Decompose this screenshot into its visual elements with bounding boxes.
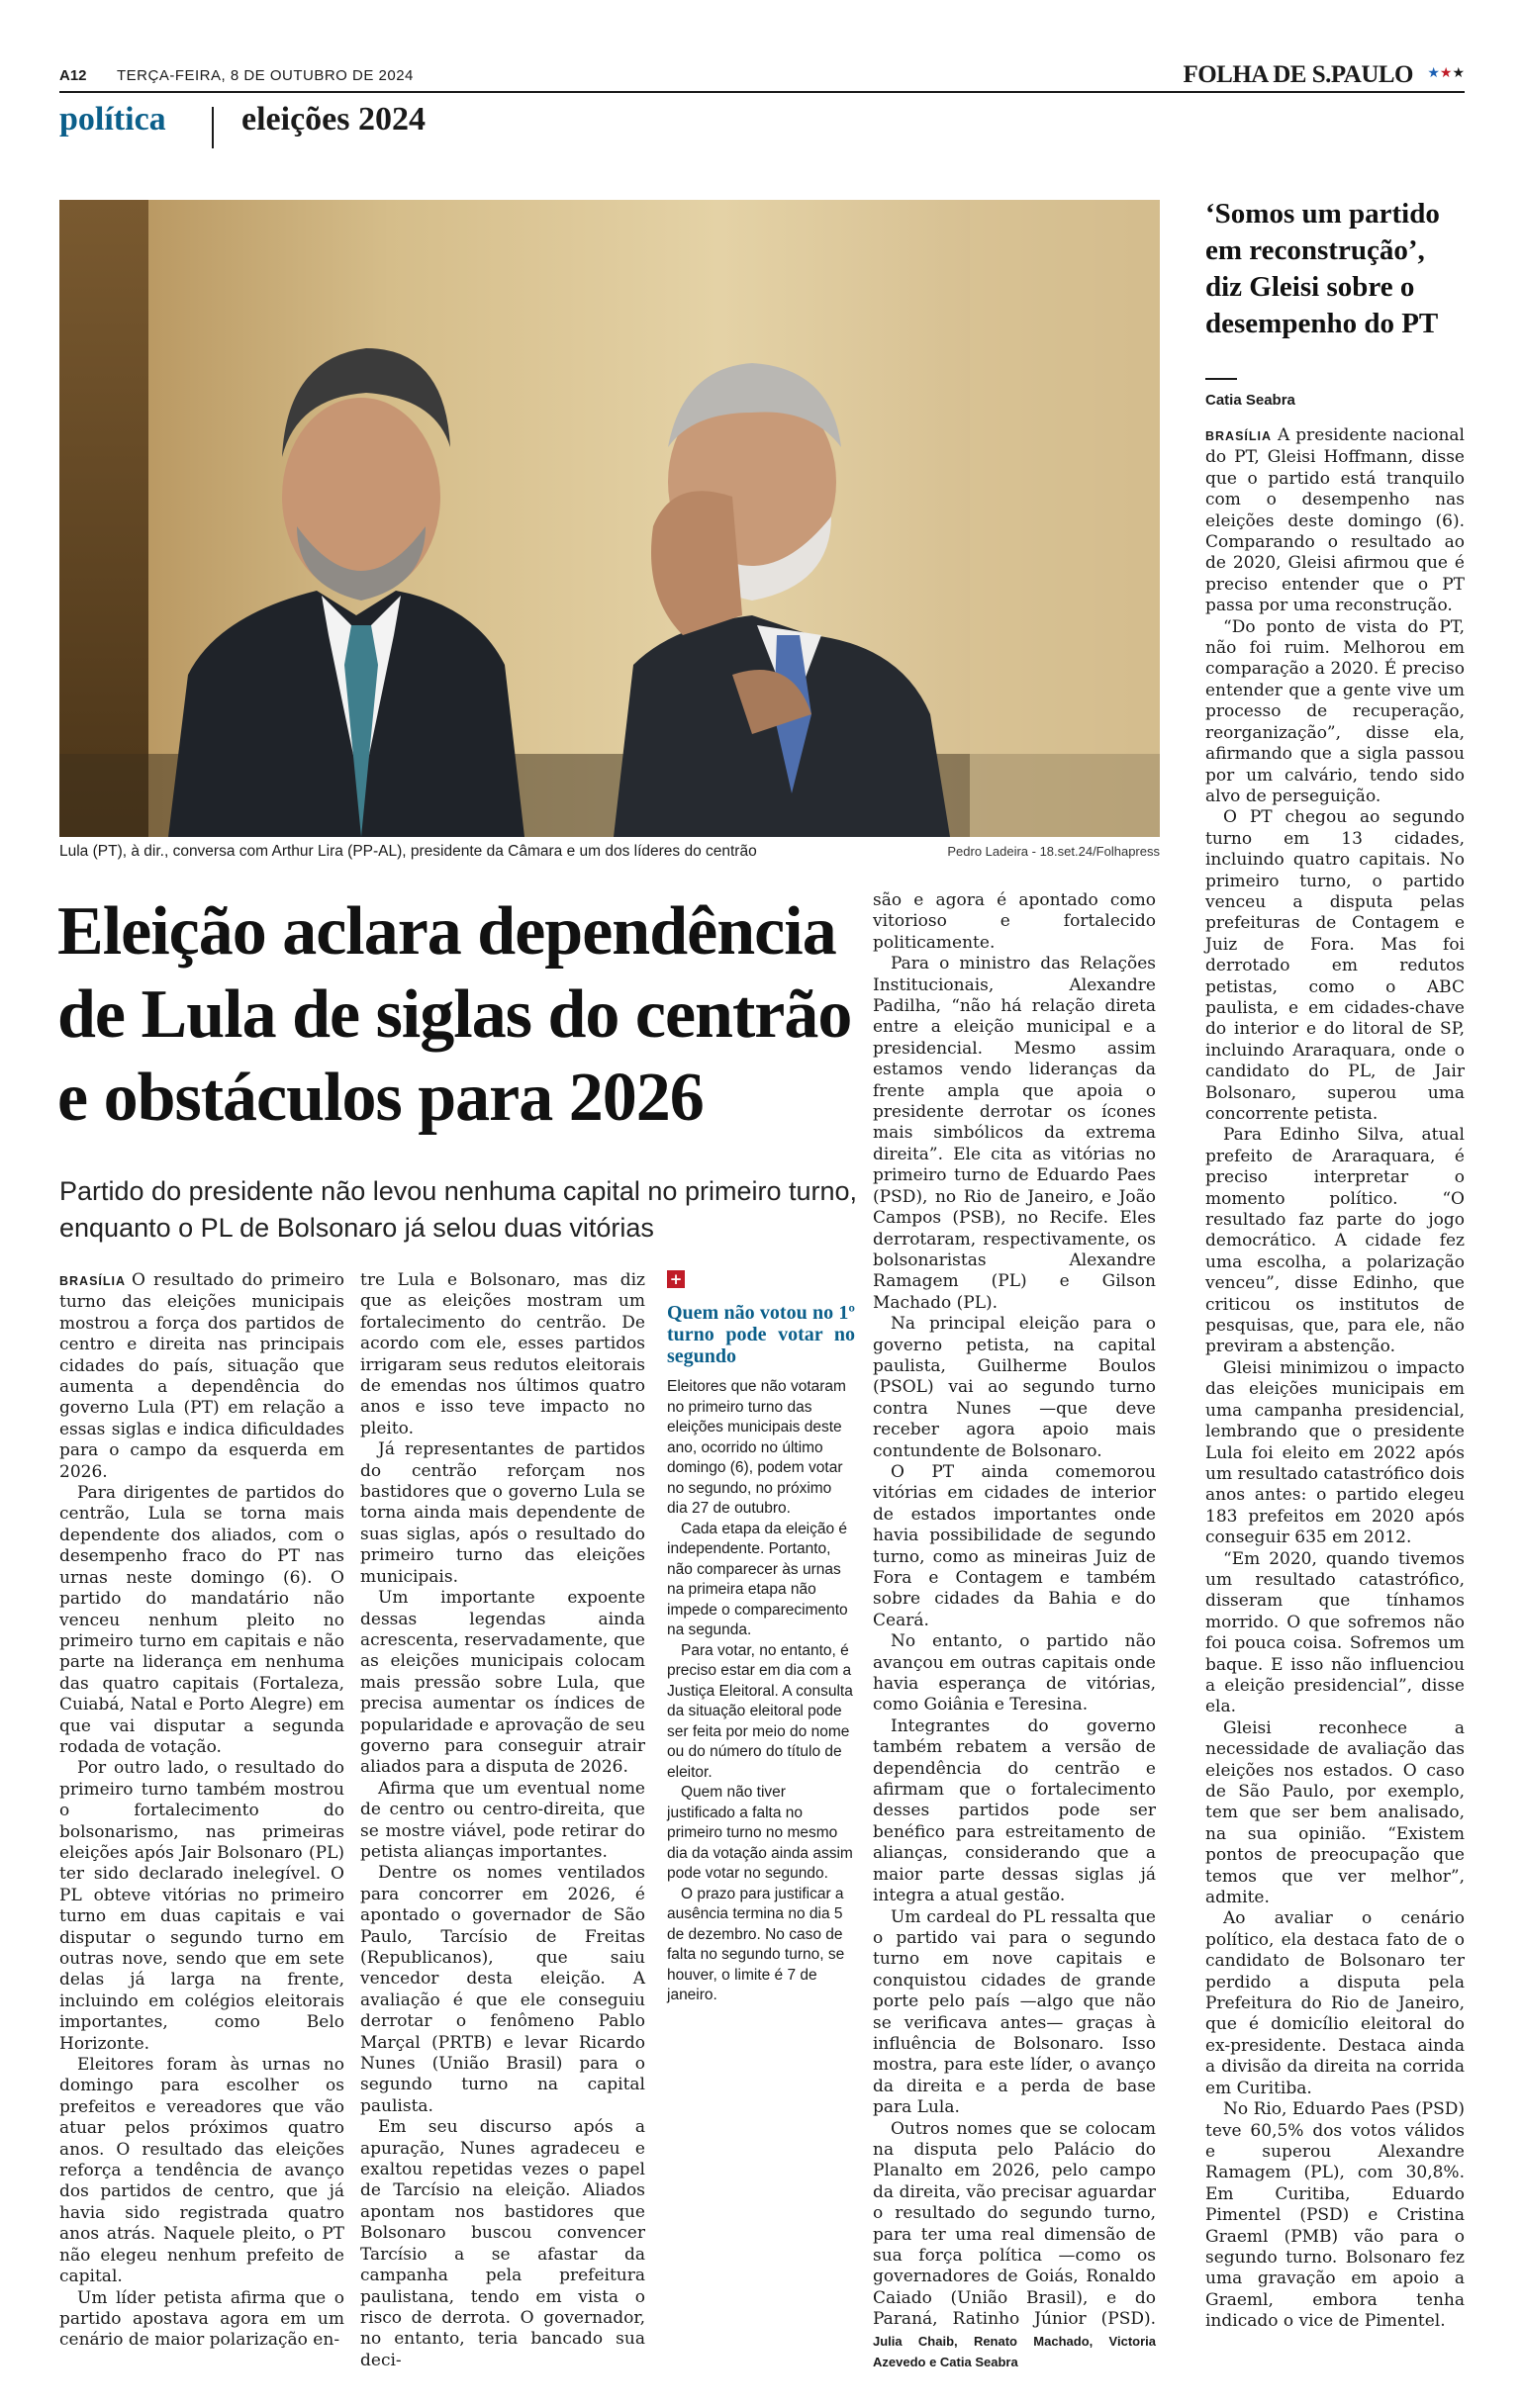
article-paragraph: No entanto, o partido não avançou em outras capitais onde havia esperança de vitórias, como Goiânia e Teresina.	[873, 1631, 1156, 1715]
article-paragraph: BRASÍLIA O resultado do primeiro turno das eleições municipais mostrou a força dos partidos de centro e direita nas principais cidades do país, situação que aumenta a dependência do governo Lula (PT) em relação a essas siglas e indica dificuldades para o campo da esquerda em 2026.	[59, 1270, 344, 1482]
article-paragraph: Eleitores foram às urnas no domingo para escolher os prefeitos e vereadores que vão atuar pelos próximos quatro anos. O resultado das eleições reforça a tendência de avanço dos partidos de centro, que já havia sido registrada quatro anos atrás. Naquele pleito, o PT não elegeu nenhum prefeito de capital.	[59, 2055, 344, 2287]
article-paragraph: tre Lula e Bolsonaro, mas diz que as eleições mostram um fortalecimento do centrão. De acordo com ele, esses partidos irrigaram seus redutos eleitorais de emendas nos últimos quatro anos e isso teve impacto no pleito.	[360, 1270, 645, 1438]
sidebar-paragraph: Ao avaliar o cenário político, ela destaca fato de o candidato de Bolsonaro ter perdido a disputa pela Prefeitura do Rio de Janeiro, que é domicílio eleitoral do ex-presidente. Destaca ainda a divisão da direita na corrida em Curitiba.	[1205, 1908, 1465, 2098]
article-paragraph: O PT ainda comemorou vitórias em cidades de interior de estados importantes onde havia possibilidade de segundo turno, como as mineiras Juiz de Fora e Contagem e também sobre cidades da Bahia e do Ceará.	[873, 1461, 1156, 1630]
sidebar-dateline: BRASÍLIA	[1205, 429, 1273, 443]
info-box-paragraph: O prazo para justificar a ausência termina no dia 5 de dezembro. No caso de falta no segundo turno, se houver, o limite é 7 de janeiro.	[667, 1885, 845, 2003]
article-paragraph: Em seu discurso após a apuração, Nunes agradeceu e exaltou repetidas vezes o papel de Tarcísio na eleição. Aliados apontam nos bastidores que Bolsonaro buscou convencer Tarcísio a se afastar da campanha pela prefeitura paulistana, tendo em vista o risco de derrota. O governador, no entanto, teria bancado sua deci-	[360, 2117, 645, 2370]
article-paragraph: Afirma que um eventual nome de centro ou centro-direita, que se mostre viável, pode retirar do petista alianças importantes.	[360, 1778, 645, 1862]
article-paragraph: Integrantes do governo também rebatem a versão de dependência do centrão e afirmam que o fortalecimento desses partidos pode ser benéfico para estreitamento de alianças, considerando que a maior parte dessas siglas já integra a atual gestão.	[873, 1715, 1156, 1906]
sidebar-column	[1205, 425, 1465, 2333]
page-header	[59, 63, 1465, 93]
article-paragraph: Dentre os nomes ventilados para concorrer em 2026, é apontado o governador de São Paulo, Tarcísio de Freitas (Republicanos), que saiu vencedor desta eleição. A avaliação é que ele conseguiu derrotar o fenômeno Pablo Marçal (PRTB) e levar Ricardo Nunes (União Brasil) para o segundo turno na capital paulista.	[360, 1863, 645, 2116]
article-paragraph: Para dirigentes de partidos do centrão, Lula se torna mais dependente dos aliados, com o desempenho fraco do PT nas urnas neste domingo (6). O partido do mandatário não venceu nenhum pleito no primeiro turno em capitais e não parte na liderança em nenhuma das quatro capitais (Fortaleza, Cuiabá, Natal e Porto Alegre) em que vai disputar a segunda rodada de votação.	[59, 1483, 344, 1757]
photo-credit: Pedro Ladeira - 18.set.24/Folhapress	[947, 844, 1160, 859]
section-divider	[212, 107, 214, 148]
page-number: A12	[59, 67, 87, 84]
article-column-2	[360, 1270, 645, 2371]
sidebar-paragraph: Gleisi minimizou o impacto das eleições municipais em uma campanha presidencial, lembrando que o presidente Lula foi eleito em 2022 após um resultado catastrófico dois anos antes: o partido elegeu 183 prefeitos em 2020 após conseguir 635 em 2012.	[1205, 1357, 1465, 1548]
caption-text: Lula (PT), à dir., conversa com Arthur Lira (PP-AL), presidente da Câmara e um dos líderes do centrão	[59, 843, 757, 860]
article-paragraph: Para o ministro das Relações Institucionais, Alexandre Padilha, “não há relação direta entre a eleição municipal e a presidencial. Mesmo assim estamos vendo lideranças da frente ampla que apoia o presidente derrotar os ícones mais simbólicos da extrema direita”. Ele cita as vitórias no primeiro turno de Eduardo Paes (PSD), no Rio de Janeiro, e João Campos (PSB), no Recife. Eles derrotaram, respectivamente, os bolsonaristas Alexandre Ramagem (PL) e Gilson Machado (PL).	[873, 954, 1156, 1313]
article-paragraph: Já representantes de partidos do centrão reforçam nos bastidores que o governo Lula se torna ainda mais dependente de suas siglas, após o resultado do primeiro turno das eleições municipais.	[360, 1439, 645, 1587]
sidebar-headline: ‘Somos um partido em reconstrução’, diz Gleisi sobre o desempenho do PT	[1205, 198, 1440, 339]
plus-icon: +	[667, 1270, 685, 1288]
article-headline: Eleição aclara dependência de Lula de siglas do centrão e obstáculos para 2026	[57, 893, 852, 1136]
article-signature: Julia Chaib, Renato Machado, Victoria Azevedo e Catia Seabra	[873, 2333, 1156, 2370]
sidebar-rule	[1205, 378, 1237, 380]
lead-photo	[59, 200, 1160, 837]
sidebar-paragraph: Gleisi reconhece a necessidade de avaliação das eleições nos estados. O caso de São Paulo, por exemplo, tem que ser bem analisado, na sua opinião. “Existem pontos de preocupação que temos que ver melhor”, admite.	[1205, 1717, 1465, 1908]
section-politica: política	[59, 101, 166, 138]
article-deck: Partido do presidente não levou nenhuma capital no primeiro turno, enquanto o PL de Bolsonaro já selou duas vitórias	[59, 1176, 858, 1243]
article-paragraph: Um cardeal do PL ressalta que o partido vai para o segundo turno em nove capitais e conquistou cidades de grande porte pelo país —algo que não se verificava antes— graças à influência de Bolsonaro. Isso mostra, para este líder, o avanço da direita e a perda de base para Lula.	[873, 1906, 1156, 2118]
article-paragraph: Outros nomes que se colocam na disputa pelo Palácio do Planalto em 2026, pelo campo da direita, vão precisar aguardar o resultado do segundo turno, para ter uma real dimensão de sua força política —como os governadores de Goiás, Ronaldo Caiado (União Brasil), e do Paraná, Ratinho Júnior (PSD). Julia Chaib, Renato Machado, Victoria Azevedo e Catia Seabra	[873, 2118, 1156, 2370]
article-column-1	[59, 1270, 344, 2352]
info-box-paragraph: Para votar, no entanto, é preciso estar em dia com a Justiça Eleitoral. A consulta da situação eleitoral pode ser feita por meio do nome ou do número do título de eleitor.	[667, 1641, 853, 1781]
dateline: BRASÍLIA	[59, 1274, 127, 1288]
sidebar-paragraph: BRASÍLIA A presidente nacional do PT, Gleisi Hoffmann, disse que o partido está tranquilo com o desempenho nas eleições deste domingo (6). Comparando o resultado ao de 2020, Gleisi afirmou que é preciso entender que o PT passa por uma reconstrução.	[1205, 425, 1465, 616]
article-paragraph: Por outro lado, o resultado do primeiro turno também mostrou o fortalecimento do bolsonarismo, nas primeiras eleições após Jair Bolsonaro (PL) ter sido declarado inelegível. O PL obteve vitórias no primeiro turno em duas capitais e vai disputar o segundo turno em outras nove, sendo que em sete delas já larga na frente, incluindo em colégios eleitorais importantes, como Belo Horizonte.	[59, 1758, 344, 2054]
article-paragraph: Um líder petista afirma que o partido apostava agora em um cenário de maior polarização en-	[59, 2287, 344, 2351]
sidebar-paragraph: Para Edinho Silva, atual prefeito de Araraquara, é preciso interpretar o momento político. “O resultado faz parte do jogo democrático. A cidade fez uma escolha, a polarização venceu”, disse Edinho, que criticou os institutos de pesquisas, que, para ele, não previram a abstenção.	[1205, 1125, 1465, 1357]
info-box-paragraph: Quem não tiver justificado a falta no primeiro turno no mesmo dia da votação ainda assim pode votar no segundo.	[667, 1784, 853, 1882]
issue-date: TERÇA-FEIRA, 8 DE OUTUBRO DE 2024	[117, 67, 414, 84]
info-box-body	[667, 1377, 855, 2006]
article-column-4	[873, 890, 1156, 2372]
info-box-paragraph: Eleitores que não votaram no primeiro turno das eleições municipais deste ano, ocorrido no último domingo (6), podem votar no segundo, no próximo dia 27 de outubro.	[667, 1378, 846, 1517]
masthead-stars-icon: ★★★	[1427, 65, 1465, 81]
article-paragraph: são e agora é apontado como vitorioso e fortalecido politicamente.	[873, 890, 1156, 953]
sidebar-paragraph: O PT chegou ao segundo turno em 13 cidades, incluindo quatro capitais. No primeiro turno, o partido venceu a disputa pelas prefeituras de Contagem e Juiz de Fora. Mas foi derrotado em redutos petistas, como o ABC paulista, e em cidades-chave do interior e do litoral de SP, incluindo Araraquara, onde o candidato do PL, de Jair Bolsonaro, superou uma concorrente petista.	[1205, 807, 1465, 1124]
photo-caption	[59, 843, 1160, 861]
sidebar-author: Catia Seabra	[1205, 392, 1295, 409]
sidebar-paragraph: “Em 2020, quando tivemos um resultado catastrófico, disseram que tínhamos morrido. O que sofremos não foi pouca coisa. Sofremos um baque. E isso não influenciou a eleição presidencial”, disse ela.	[1205, 1548, 1465, 1717]
article-paragraph: Na principal eleição para o governo petista, na capital paulista, Guilherme Boulos (PSOL) vai ao segundo turno contra Nunes —que deve receber agora apoio mais contundente de Bolsonaro.	[873, 1314, 1156, 1461]
sidebar-paragraph: “Do ponto de vista do PT, não foi ruim. Melhorou em comparação a 2020. É preciso entender que a gente vive um processo de recuperação, reorganização”, disse ela, afirmando que a sigla passou por um calvário, tendo sido alvo de perseguição.	[1205, 616, 1465, 806]
info-box-paragraph: Cada etapa da eleição é independente. Portanto, não comparecer às urnas na primeira etapa não impede o comparecimento na segunda.	[667, 1520, 848, 1638]
sidebar-paragraph: No Rio, Eduardo Paes (PSD) teve 60,5% dos votos válidos e superou Alexandre Ramagem (PL), com 30,8%. Em Curitiba, Eduardo Pimentel (PSD) e Cristina Graeml (PMB) vão para o segundo turno. Bolsonaro fez uma gravação em apoio a Graeml, embora tenha indicado o vice de Pimentel.	[1205, 2099, 1465, 2332]
info-box-title: Quem não votou no 1º turno pode votar no segundo	[667, 1302, 855, 1367]
section-eleicoes: eleições 2024	[241, 101, 426, 138]
info-box	[667, 1270, 855, 2006]
masthead: FOLHA DE S.PAULO	[1183, 61, 1413, 88]
article-paragraph: Um importante expoente dessas legendas ainda acrescenta, reservadamente, que as eleições municipais colocam mais pressão sobre Lula, que precisa aumentar os índices de popularidade e aprovação de seu governo para conseguir atrair aliados para a disputa de 2026.	[360, 1588, 645, 1778]
